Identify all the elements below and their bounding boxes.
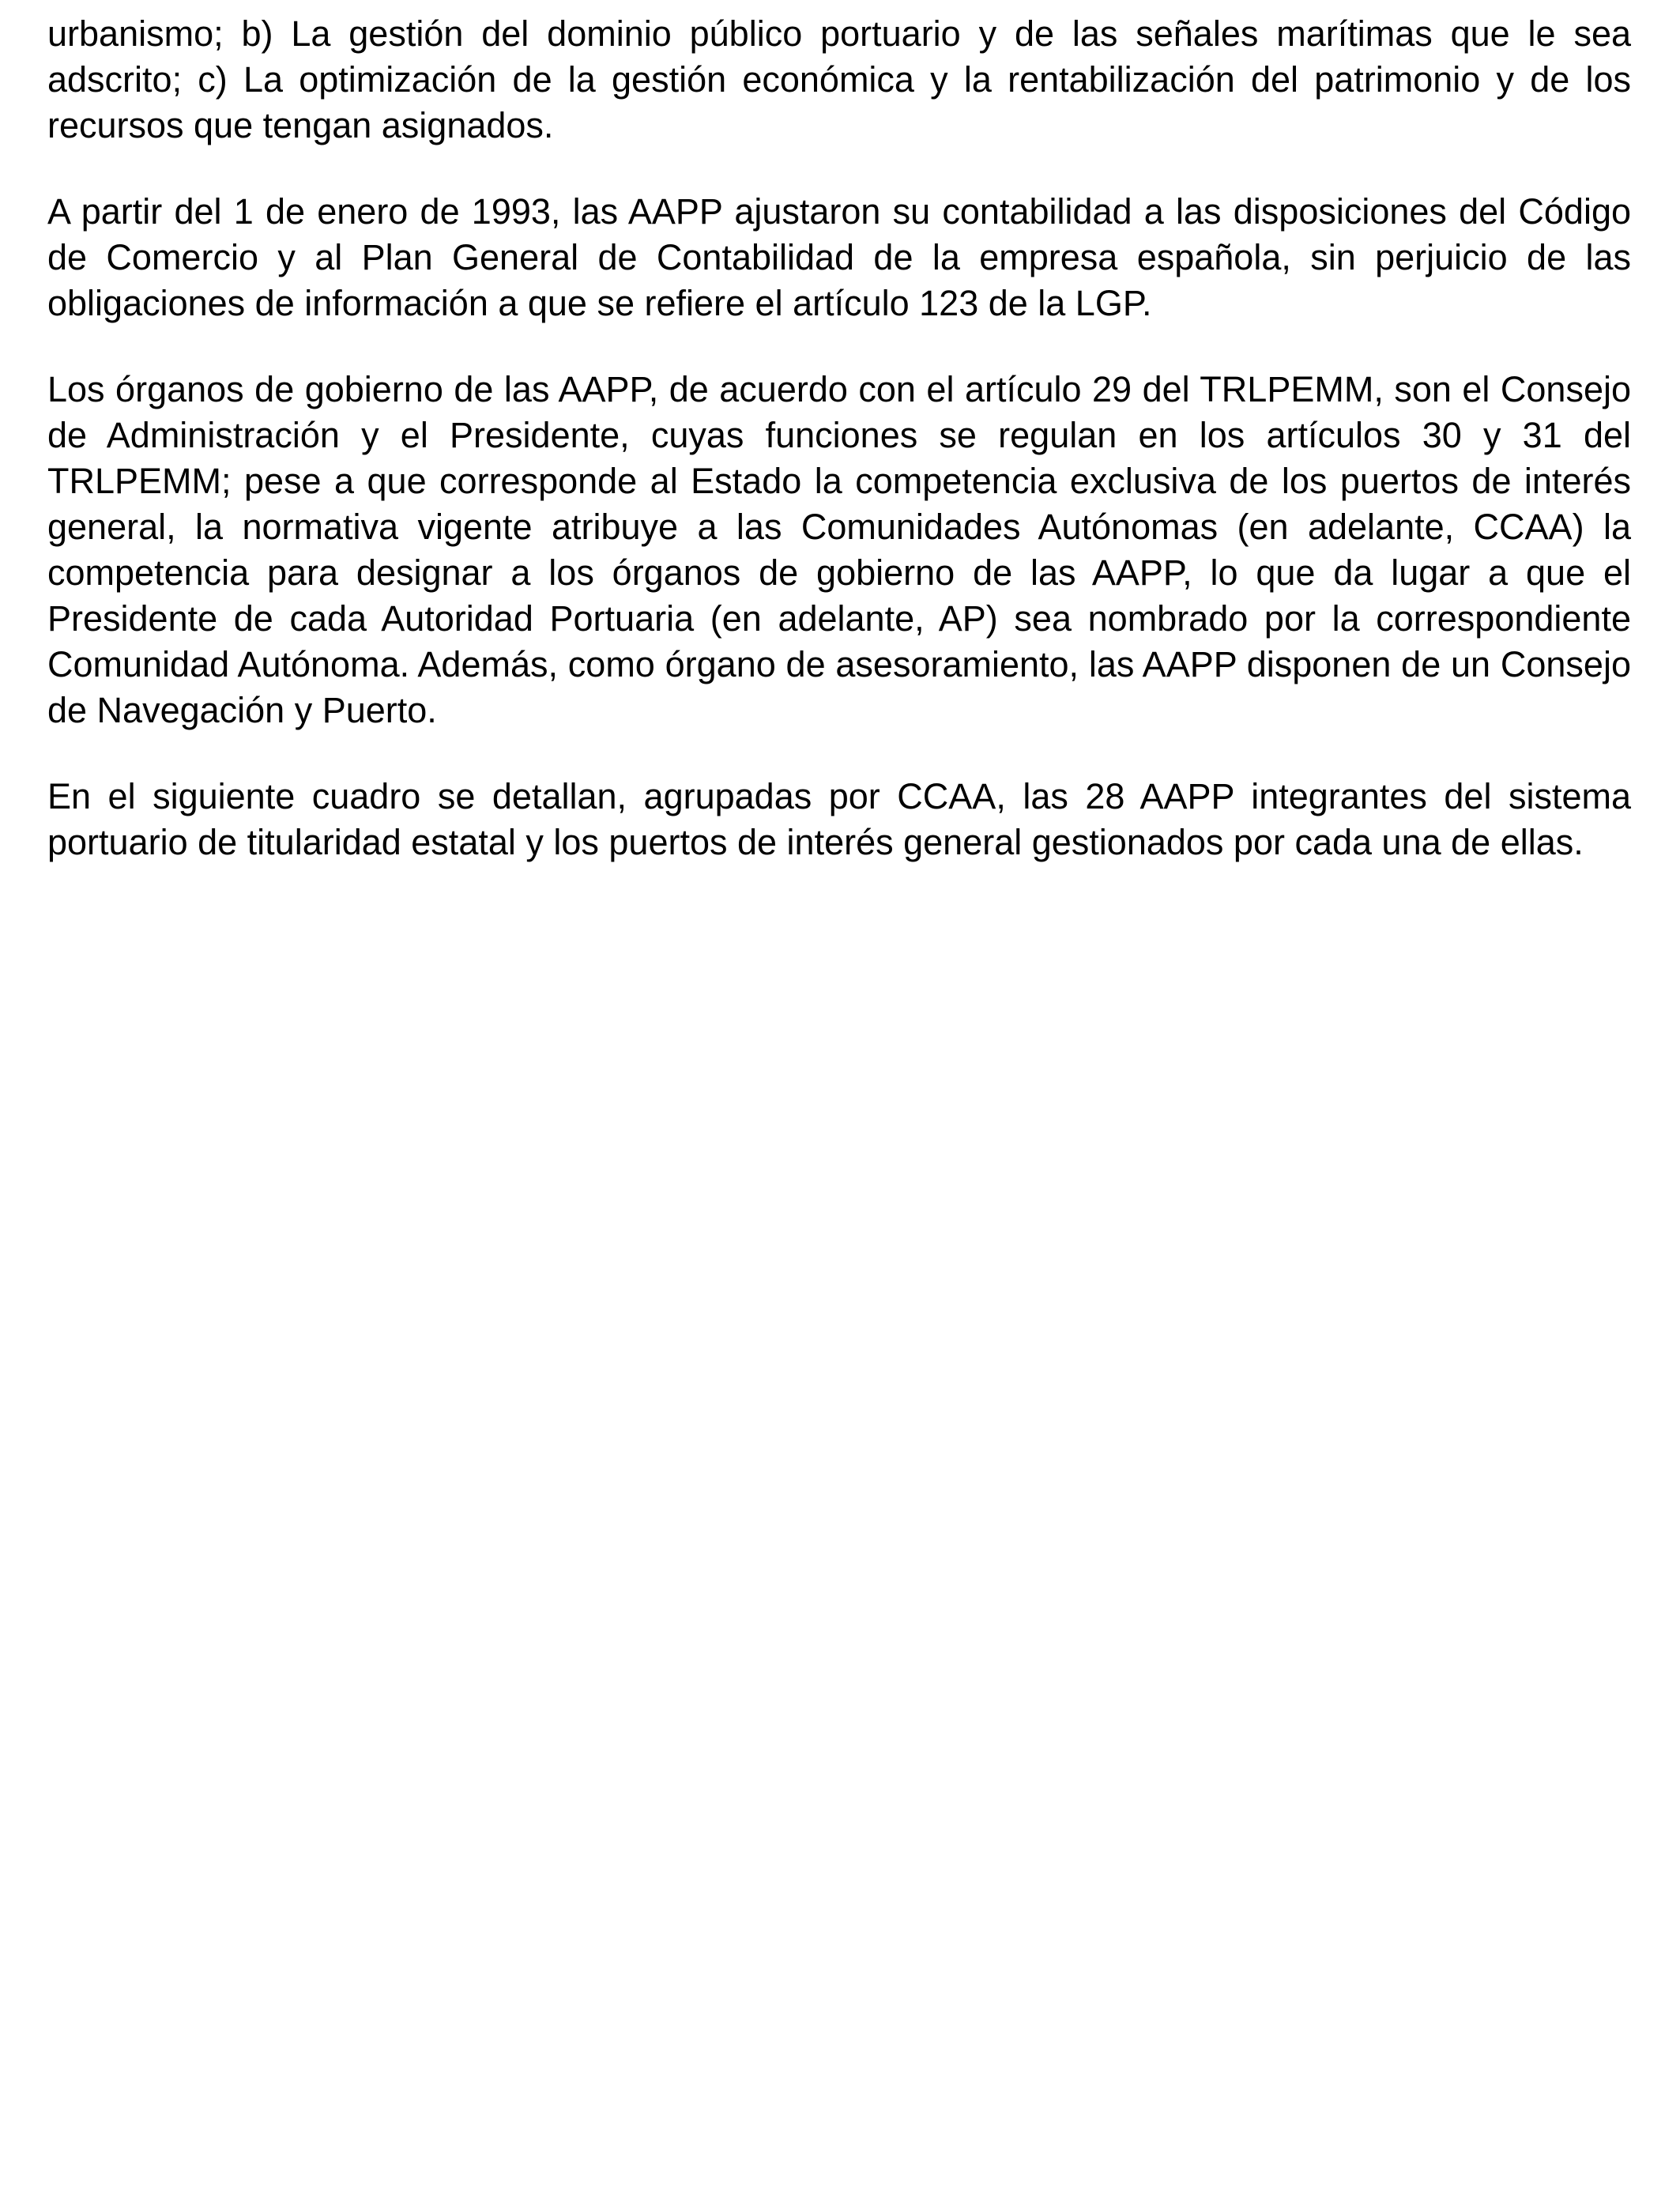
paragraph-table-intro: En el siguiente cuadro se detallan, agrupadas por CCAA, las 28 AAPP integrantes del sistema portuario de titularidad estatal y los puertos de interés general gestionados por cada una de ellas. [47,776,1631,862]
paragraph-functions: urbanismo; b) La gestión del dominio público portuario y de las señales marítimas que le sea adscrito; c) La optimización de la gestión económica y la rentabilización del patrimonio y de los recursos que tengan asignados. [47,13,1631,145]
paragraph-governance: Los órganos de gobierno de las AAPP, de acuerdo con el artículo 29 del TRLPEMM, son el Consejo de Administración y el Presidente, cuyas funciones se regulan en los artículos 30 y 31 del TRLPEMM; pese a que corresponde al Estado la competencia exclusiva de los puertos de interés general, la normativa vigente atribuye a las Comunidades Autónomas (en adelante, CCAA) la competencia para designar a los órganos de gobierno de las AAPP, lo que da lugar a que el Presidente de cada Autoridad Portuaria (en adelante, AP) sea nombrado por la correspondiente Comunidad Autónoma. Además, como órgano de asesoramiento, las AAPP disponen de un Consejo de Navegación y Puerto. [47,369,1631,730]
paragraph-accounting: A partir del 1 de enero de 1993, las AAPP ajustaron su contabilidad a las disposiciones del Código de Comercio y al Plan General de Contabilidad de la empresa española, sin perjuicio de las obligaciones de información a que se refiere el artículo 123 de la LGP. [47,191,1631,323]
document-page [47,11,1631,906]
